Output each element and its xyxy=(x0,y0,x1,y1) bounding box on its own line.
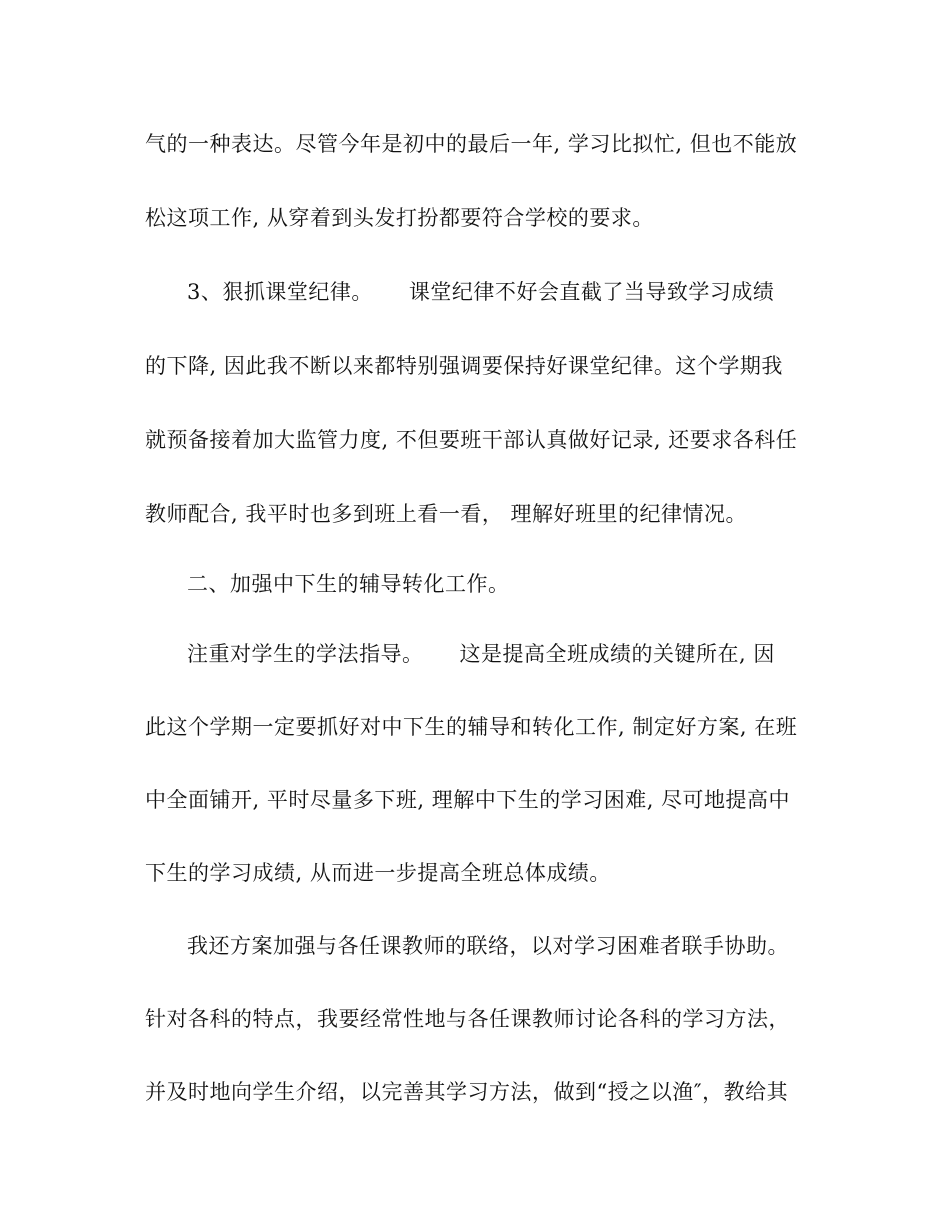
text-line: 松这项工作, 从穿着到头发打扮都要符合学校的要求。 xyxy=(145,206,654,230)
text-line: 中全面铺开, 平时尽量多下班, 理解中下生的学习困难, 尽可地提高中 xyxy=(145,788,791,812)
text-line: 针对各科的特点，我要经常性地与各任课教师讨论各科的学习方法， xyxy=(145,1007,790,1031)
text-line xyxy=(187,640,857,668)
text-line xyxy=(187,278,857,306)
text-line: 教师配合, 我平时也多到班上看一看， 理解好班里的纪律情况。 xyxy=(145,502,748,526)
text-line: 此这个学期一定要抓好对中下生的辅导和转化工作, 制定好方案, 在班 xyxy=(145,715,798,739)
text-line: 并及时地向学生介绍，以完善其学习方法，做到“授之以渔″，教给其 xyxy=(145,1080,789,1104)
section-heading: 二、加强中下生的辅导转化工作。 xyxy=(187,572,510,596)
text-line: 就预备接着加大监管力度, 不但要班干部认真做好记录, 还要求各科任 xyxy=(145,428,798,452)
text-span: 注重对学生的学法指导。 xyxy=(187,642,424,666)
text-span: 这是提高全班成绩的关键所在, 因 xyxy=(459,642,775,666)
text-line: 的下降, 因此我不断以来都特别强调要保持好课堂纪律。这个学期我 xyxy=(145,354,783,378)
text-line: 我还方案加强与各任课教师的联络，以对学习困难者联手协助。 xyxy=(187,934,789,958)
text-span: 课堂纪律不好会直截了当导致学习成绩 xyxy=(408,280,775,304)
text-line: 气的一种表达。尽管今年是初中的最后一年, 学习比拟忙, 但也不能放 xyxy=(145,132,798,156)
text-line: 下生的学习成绩, 从而进一步提高全班总体成绩。 xyxy=(145,861,611,885)
heading-3: 3、狠抓课堂纪律。 xyxy=(187,280,373,304)
